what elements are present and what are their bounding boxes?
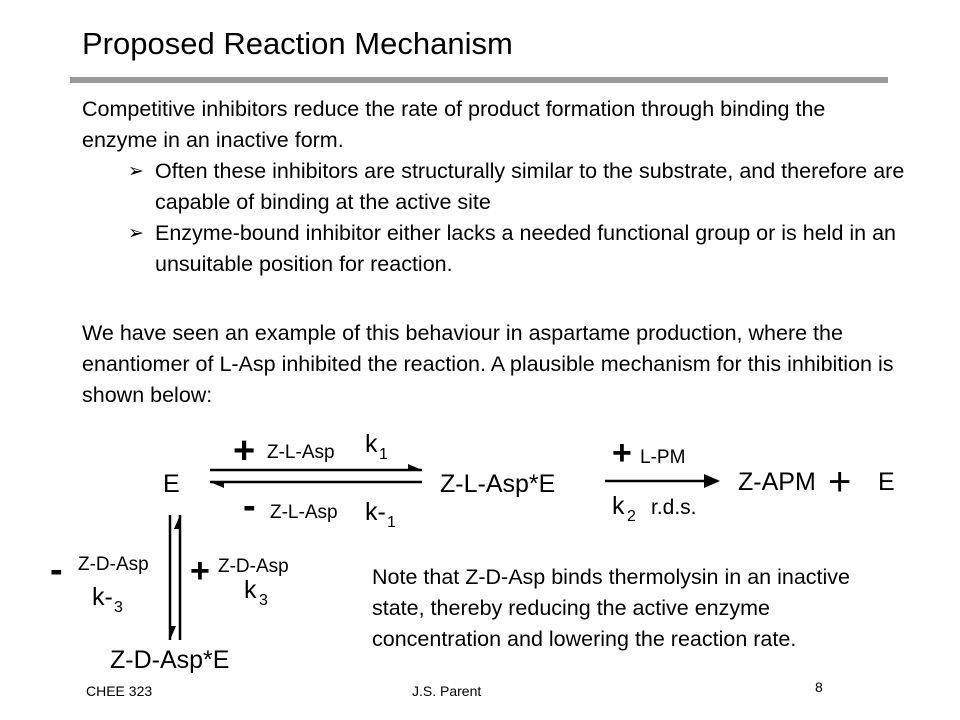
k2-subscript: 2 <box>627 508 636 525</box>
inhibitor-binding-sign: + <box>190 552 210 590</box>
product-label: Z-APM <box>738 468 816 496</box>
footer-author: J.S. Parent <box>412 683 482 699</box>
slide-title: Proposed Reaction Mechanism <box>82 26 513 61</box>
step-2-sign: + <box>612 434 632 472</box>
rds-label: r.d.s. <box>651 496 697 519</box>
k1-subscript: 1 <box>379 446 388 463</box>
reverse-1-reagent: Z-L-Asp <box>270 502 338 523</box>
bullet-text: Enzyme-bound inhibitor either lacks a needed functional group or is held in an unsuitable position for reaction. <box>155 221 897 276</box>
intro-paragraph: Competitive inhibitors reduce the rate of product formation through binding the enzyme in an inactive form. <box>82 97 826 152</box>
inhibitor-binding-reagent: Z-D-Asp <box>218 556 289 577</box>
product-plus-sign: + <box>828 460 852 504</box>
arrow-bullet-icon: ➢ <box>128 161 144 182</box>
step-2-reagent: L-PM <box>640 447 686 468</box>
bullet-text: Often these inhibitors are structurally similar to the substrate, and therefore are capable of binding at the active site <box>155 159 905 214</box>
inhibitor-release-reagent: Z-D-Asp <box>78 554 149 575</box>
forward-1-reagent: Z-L-Asp <box>267 442 335 463</box>
inhibitor-release-sign: - <box>50 549 63 591</box>
k2-label: k <box>612 492 625 520</box>
k-1-label: k- <box>365 498 386 526</box>
l-complex-label: Z-L-Asp*E <box>440 470 556 498</box>
footer-course: CHEE 323 <box>86 683 153 699</box>
k1-label: k <box>365 430 378 458</box>
d-complex-label: Z-D-Asp*E <box>110 646 230 674</box>
k-3-subscript: 3 <box>114 599 123 616</box>
reverse-arrowhead-1 <box>210 482 224 488</box>
regenerated-enzyme-label: E <box>878 468 895 496</box>
inhibition-note: Note that Z-D-Asp binds thermolysin in an inactive state, thereby reducing the active enzyme concentration and lowering the reaction rate. <box>372 565 850 651</box>
forward-1-sign: + <box>233 430 256 472</box>
forward-arrowhead-1 <box>408 464 422 470</box>
footer-page-number: 8 <box>815 679 823 695</box>
k-3-label: k- <box>92 583 113 611</box>
reverse-1-sign: - <box>243 485 256 527</box>
k-1-subscript: 1 <box>387 514 396 531</box>
k3-label: k <box>244 576 257 604</box>
rds-arrowhead <box>704 474 720 488</box>
example-paragraph: We have seen an example of this behaviour in aspartame production, where the enantiomer of L-Asp inhibited the reaction. A plausible mechanism for this inhibition is shown below: <box>82 321 894 407</box>
arrow-bullet-icon: ➢ <box>128 223 144 244</box>
enzyme-label: E <box>163 470 180 498</box>
k3-subscript: 3 <box>259 592 268 609</box>
